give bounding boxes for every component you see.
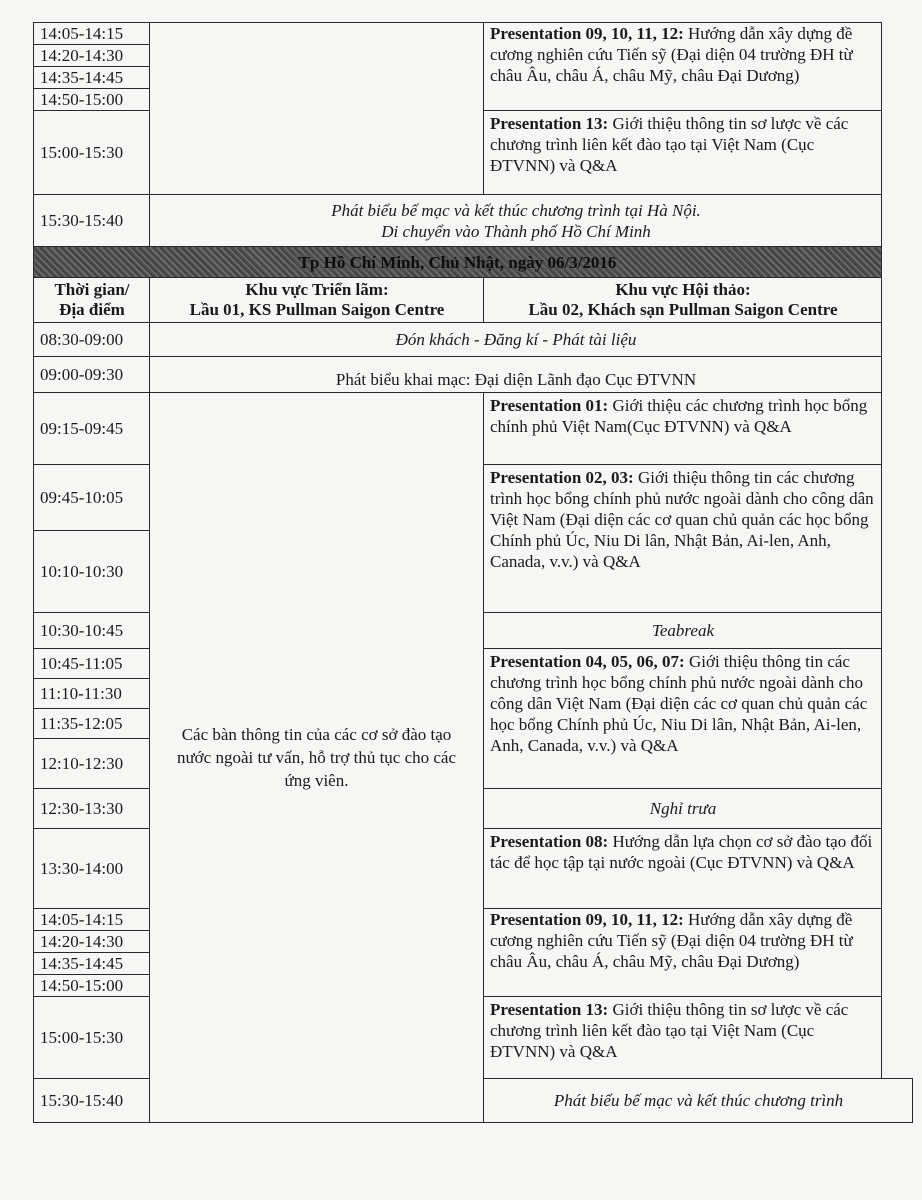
presentation-label: Presentation 13: (490, 114, 609, 133)
time-cell: 11:10-11:30 (34, 679, 150, 709)
presentation-text: Hướng dẫn lựa chọn cơ sở đào tạo đối tác để học tập tại nước ngoài (Cục ĐTVNN) và Q&A (490, 832, 873, 872)
presentation-text: Giới thiệu các chương trình học bổng chính phủ Việt Nam(Cục ĐTVNN) và Q&A (490, 396, 868, 436)
table-row (34, 323, 913, 357)
time-cell: 10:30-10:45 (34, 613, 150, 649)
presentation-cell (484, 997, 882, 1079)
presentation-cell (484, 393, 882, 465)
closing-cell: Phát biểu bế mạc và kết thúc chương trình (484, 1079, 913, 1123)
header-exhibit (150, 278, 484, 323)
exhibit-cell-empty (150, 23, 484, 195)
header-time-line: Thời gian/ (54, 280, 130, 299)
presentation-label: Presentation 13: (490, 1000, 609, 1019)
lunch-cell: Nghỉ trưa (484, 789, 882, 829)
header-seminar (484, 278, 882, 323)
time-cell: 09:45-10:05 (34, 465, 150, 531)
time-cell: 15:30-15:40 (34, 195, 150, 247)
opening-cell: Phát biểu khai mạc: Đại diện Lãnh đạo Cục ĐTVNN (150, 357, 882, 393)
time-cell: 14:05-14:15 (34, 23, 150, 45)
time-cell: 14:05-14:15 (34, 909, 150, 931)
presentation-label: Presentation 02, 03: (490, 468, 634, 487)
table-row (34, 195, 913, 247)
table-row (34, 357, 913, 393)
presentation-cell (484, 111, 882, 195)
presentation-label: Presentation 04, 05, 06, 07: (490, 652, 685, 671)
time-cell: 11:35-12:05 (34, 709, 150, 739)
time-cell: 14:20-14:30 (34, 45, 150, 67)
welcome-cell: Đón khách - Đăng kí - Phát tài liệu (150, 323, 882, 357)
presentation-cell (484, 909, 882, 997)
presentation-text: Giới thiệu thông tin các chương trình học bổng chính phủ nước ngoài dành cho công dân Việt Nam (Đại diện các cơ quan chủ quản các học bổng Chính phủ Úc, Niu Di lân, Nhật Bản, Ai-len, Anh, Canada, v.v.) và Q&A (490, 468, 874, 571)
table-row (34, 393, 913, 465)
header-seminar-line: Khu vực Hội thảo: (615, 280, 751, 299)
presentation-label: Presentation 08: (490, 832, 609, 851)
time-cell: 14:35-14:45 (34, 953, 150, 975)
presentation-cell (484, 649, 882, 789)
section-banner (34, 247, 913, 278)
closing-cell (150, 195, 882, 247)
time-cell: 10:45-11:05 (34, 649, 150, 679)
closing-line: Di chuyển vào Thành phố Hồ Chí Minh (381, 221, 651, 241)
presentation-cell (484, 465, 882, 613)
schedule-table (33, 22, 913, 1123)
teabreak-cell: Teabreak (484, 613, 882, 649)
time-cell: 14:35-14:45 (34, 67, 150, 89)
time-cell: 10:10-10:30 (34, 531, 150, 613)
closing-line: Phát biểu bế mạc và kết thúc chương trình tại Hà Nội. (331, 200, 701, 220)
header-time-line: Địa điểm (59, 300, 125, 319)
time-cell: 08:30-09:00 (34, 323, 150, 357)
presentation-label: Presentation 09, 10, 11, 12: (490, 24, 684, 43)
banner-title: Tp Hồ Chí Minh, Chủ Nhật, ngày 06/3/2016 (295, 253, 621, 272)
header-exhibit-line: Lầu 01, KS Pullman Saigon Centre (189, 300, 445, 319)
time-cell: 13:30-14:00 (34, 829, 150, 909)
presentation-text: Giới thiệu thông tin sơ lược về các chương trình liên kết đào tạo tại Việt Nam (Cục ĐTVNN) và Q&A (490, 114, 849, 175)
presentation-text: Hướng dẫn xây dựng đề cương nghiên cứu Tiến sỹ (Đại diện 04 trường ĐH từ châu Âu, châu Á, châu Mỹ, châu Đại Dương) (490, 24, 853, 85)
header-time (34, 278, 150, 323)
time-cell: 14:50-15:00 (34, 89, 150, 111)
time-cell: 14:20-14:30 (34, 931, 150, 953)
header-seminar-line: Lầu 02, Khách sạn Pullman Saigon Centre (528, 300, 838, 319)
presentation-text: Giới thiệu thông tin các chương trình học bổng chính phủ nước ngoài dành cho công dân Việt Nam (Đại diện các cơ quan chủ quản các học bổng Chính phủ Úc, Niu Di lân, Nhật Bản, Ai-len, Anh, Canada, v.v.) và Q&A (490, 652, 868, 755)
time-cell: 09:00-09:30 (34, 357, 150, 393)
time-cell: 09:15-09:45 (34, 393, 150, 465)
exhibit-cell: Các bàn thông tin của các cơ sở đào tạo nước ngoài tư vấn, hỗ trợ thủ tục cho các ứng viên. (150, 393, 484, 1123)
table-row (34, 23, 913, 45)
time-cell: 15:30-15:40 (34, 1079, 150, 1123)
header-row (34, 278, 913, 323)
header-exhibit-line: Khu vực Triển lãm: (245, 280, 389, 299)
time-cell: 15:00-15:30 (34, 997, 150, 1079)
time-cell: 15:00-15:30 (34, 111, 150, 195)
banner-cell (34, 247, 882, 278)
time-cell: 14:50-15:00 (34, 975, 150, 997)
presentation-text: Hướng dẫn xây dựng đề cương nghiên cứu Tiến sỹ (Đại diện 04 trường ĐH từ châu Âu, châu Á, châu Mỹ, châu Đại Dương) (490, 910, 853, 971)
presentation-cell (484, 829, 882, 909)
presentation-label: Presentation 09, 10, 11, 12: (490, 910, 684, 929)
presentation-text: Giới thiệu thông tin sơ lược về các chương trình liên kết đào tạo tại Việt Nam (Cục ĐTVNN) và Q&A (490, 1000, 849, 1061)
time-cell: 12:30-13:30 (34, 789, 150, 829)
presentation-cell (484, 23, 882, 111)
presentation-label: Presentation 01: (490, 396, 609, 415)
time-cell: 12:10-12:30 (34, 739, 150, 789)
